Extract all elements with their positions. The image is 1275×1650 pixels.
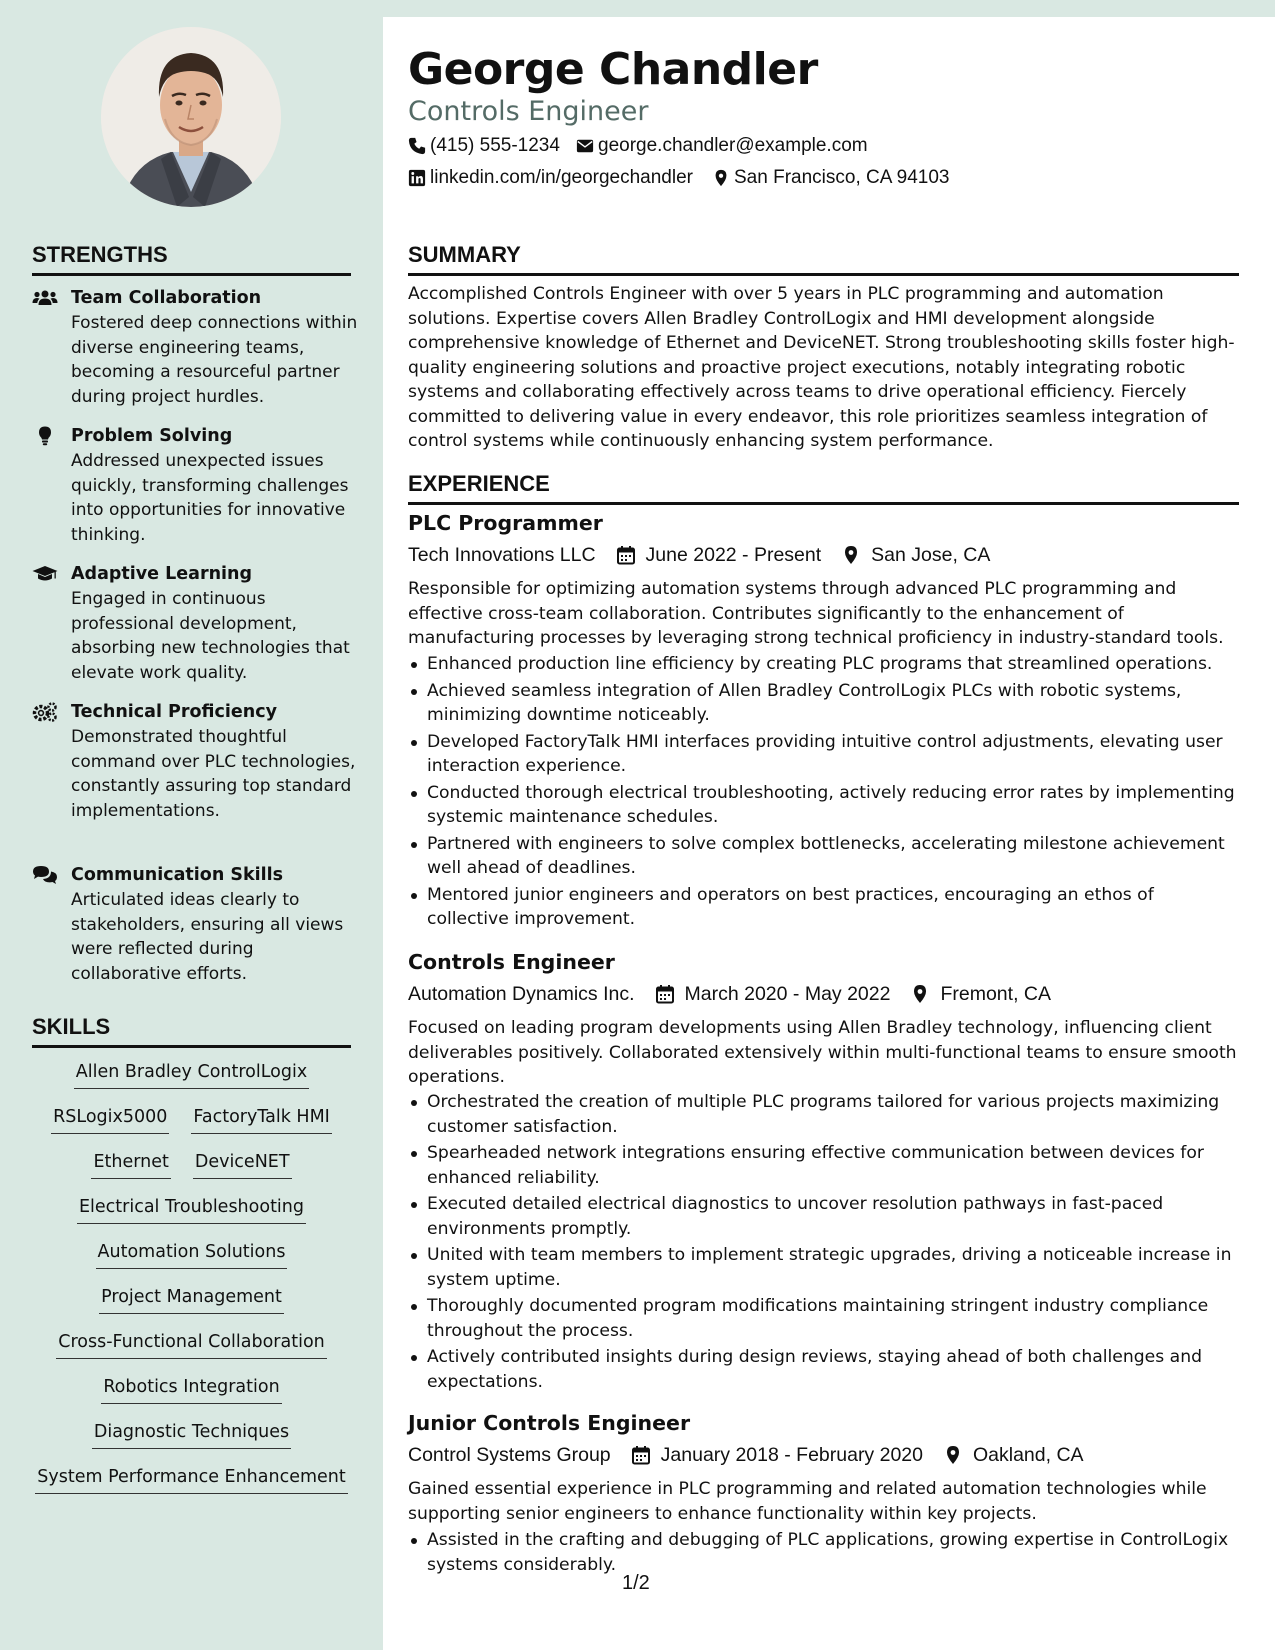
experience-heading: EXPERIENCE (408, 470, 1239, 505)
map-marker-icon (910, 984, 930, 1004)
skill-tag: System Performance Enhancement (35, 1465, 348, 1494)
bullet-item: Developed FactoryTalk HMI interfaces providing intuitive control adjustments, elevating user interaction experience. (408, 730, 1239, 779)
bullet-item: Actively contributed insights during design reviews, staying ahead of both challenges and expectations. (408, 1345, 1239, 1394)
skill-tag: Automation Solutions (96, 1240, 288, 1269)
bullet-item: Conducted thorough electrical troubleshooting, actively reducing error rates by implementing systemic maintenance schedules. (408, 781, 1239, 830)
calendar-icon (616, 545, 636, 565)
company-name: Automation Dynamics Inc. (408, 983, 635, 1005)
envelope-icon (576, 137, 594, 155)
phone-icon (408, 137, 426, 155)
skill-tag: Allen Bradley ControlLogix (74, 1060, 309, 1089)
skill-tag: Ethernet (91, 1150, 170, 1179)
skill-tag: Project Management (99, 1285, 284, 1314)
gears-icon (32, 702, 58, 722)
job-title-headline: Controls Engineer (408, 96, 649, 127)
job-meta (408, 980, 1051, 1008)
bullet-item: Assisted in the crafting and debugging of PLC applications, growing expertise in ControlLogix systems considerably. (408, 1528, 1239, 1577)
strength-description: Articulated ideas clearly to stakeholders, ensuring all views were reflected during collaborative efforts. (71, 890, 344, 984)
strength-title: Team Collaboration (71, 288, 262, 308)
skills-heading: SKILLS (32, 1013, 351, 1048)
job-bullets (408, 1090, 1239, 1396)
job-bullets (408, 652, 1239, 934)
strength-description: Fostered deep connections within diverse engineering teams, becoming a resourceful partner during project hurdles. (71, 313, 358, 407)
strength-title: Problem Solving (71, 426, 233, 446)
job-bullets (408, 1528, 1239, 1579)
skill-tag: FactoryTalk HMI (191, 1105, 331, 1134)
skill-tag: DeviceNET (193, 1150, 292, 1179)
company-name: Tech Innovations LLC (408, 544, 596, 566)
contact-phone[interactable] (408, 133, 560, 159)
strength-title: Technical Proficiency (71, 702, 277, 722)
strength-description: Demonstrated thoughtful command over PLC technologies, constantly assuring top standard implementations. (71, 727, 356, 821)
contact-linkedin[interactable] (408, 165, 693, 191)
strengths-heading: STRENGTHS (32, 241, 351, 276)
skill-tag: Diagnostic Techniques (92, 1420, 291, 1449)
job-dates: June 2022 - Present (645, 544, 822, 566)
map-marker-icon (712, 169, 730, 187)
contact-email[interactable] (576, 133, 868, 159)
candidate-name: George Chandler (408, 44, 818, 95)
graduation-cap-icon (32, 564, 58, 584)
bullet-item: Spearheaded network integrations ensuring effective communication between devices for enhanced reliability. (408, 1141, 1239, 1190)
location-text: San Francisco, CA 94103 (734, 167, 950, 188)
bullet-item: Mentored junior engineers and operators on best practices, encouraging an ethos of collective improvement. (408, 883, 1239, 932)
skill-tag: Electrical Troubleshooting (77, 1195, 306, 1224)
job-description: Responsible for optimizing automation systems through advanced PLC programming and effective cross-team collaboration. Contributes significantly to the enhancement of manufacturing processes by leveraging strong technical proficiency in industry-standard tools. (408, 579, 1224, 648)
phone-text: (415) 555-1234 (430, 135, 560, 156)
bullet-item: Achieved seamless integration of Allen Bradley ControlLogix PLCs with robotic systems, minimizing downtime noticeably. (408, 679, 1239, 728)
profile-photo (101, 27, 281, 207)
bullet-item: Enhanced production line efficiency by creating PLC programs that streamlined operations. (408, 652, 1239, 677)
strength-title: Adaptive Learning (71, 564, 253, 584)
job-title: PLC Programmer (408, 511, 603, 535)
bullet-item: United with team members to implement strategic upgrades, driving a noticeable increase in system uptime. (408, 1243, 1239, 1292)
map-marker-icon (841, 545, 861, 565)
skill-tag: Robotics Integration (101, 1375, 281, 1404)
company-name: Control Systems Group (408, 1444, 611, 1466)
job-title: Junior Controls Engineer (408, 1411, 691, 1435)
bullet-item: Thoroughly documented program modifications maintaining stringent industry compliance throughout the process. (408, 1294, 1239, 1343)
comments-icon (32, 865, 58, 885)
skills-list (32, 1060, 351, 1510)
job-description: Focused on leading program developments using Allen Bradley technology, influencing client deliverables positively. Collaborated extensively within multi-functional teams to ensure smooth operations. (408, 1018, 1237, 1087)
job-location: Oakland, CA (972, 1444, 1084, 1466)
strength-title: Communication Skills (71, 865, 284, 885)
job-description: Gained essential experience in PLC programming and related automation technologies while supporting senior engineers to enhance functionality within key projects. (408, 1479, 1207, 1524)
bullet-item: Executed detailed electrical diagnostics to uncover resolution pathways in fast-paced environments promptly. (408, 1192, 1239, 1241)
users-icon (32, 288, 58, 308)
map-marker-icon (943, 1445, 963, 1465)
strength-description: Engaged in continuous professional development, absorbing new technologies that elevate work quality. (71, 589, 350, 683)
strength-description: Addressed unexpected issues quickly, transforming challenges into opportunities for innovative thinking. (71, 451, 349, 545)
job-location: San Jose, CA (871, 544, 991, 566)
summary-text: Accomplished Controls Engineer with over 5 years in PLC programming and automation solutions. Expertise covers Allen Bradley ControlLogix and HMI development alongside comprehensive knowledge of Ethernet and DeviceNET. Strong troubleshooting skills foster high-quality engineering solutions and proactive project executions, notably integrating robotic systems and collaborating effectively across teams to drive operational efficiency. Fiercely committed to delivering value in every endeavor, this role prioritizes seamless integration of control systems while continuously enhancing system performance. (408, 284, 1235, 451)
calendar-icon (631, 1445, 651, 1465)
skill-tag: Cross-Functional Collaboration (56, 1330, 327, 1359)
bullet-item: Partnered with engineers to solve complex bottlenecks, accelerating milestone achievement well ahead of deadlines. (408, 832, 1239, 881)
job-dates: March 2020 - May 2022 (684, 983, 891, 1005)
contact-location (712, 165, 949, 191)
job-title: Controls Engineer (408, 950, 615, 974)
job-meta (408, 1441, 1084, 1469)
page-number: 1/2 (622, 1572, 650, 1594)
job-meta (408, 541, 990, 569)
calendar-icon (655, 984, 675, 1004)
job-dates: January 2018 - February 2020 (660, 1444, 923, 1466)
lightbulb-icon (32, 426, 58, 446)
skill-tag: RSLogix5000 (51, 1105, 169, 1134)
summary-heading: SUMMARY (408, 241, 1239, 276)
job-location: Fremont, CA (940, 983, 1051, 1005)
linkedin-icon (408, 169, 426, 187)
email-text: george.chandler@example.com (598, 135, 868, 156)
bullet-item: Orchestrated the creation of multiple PLC programs tailored for various projects maximizing customer satisfaction. (408, 1090, 1239, 1139)
linkedin-text: linkedin.com/in/georgechandler (430, 167, 693, 188)
